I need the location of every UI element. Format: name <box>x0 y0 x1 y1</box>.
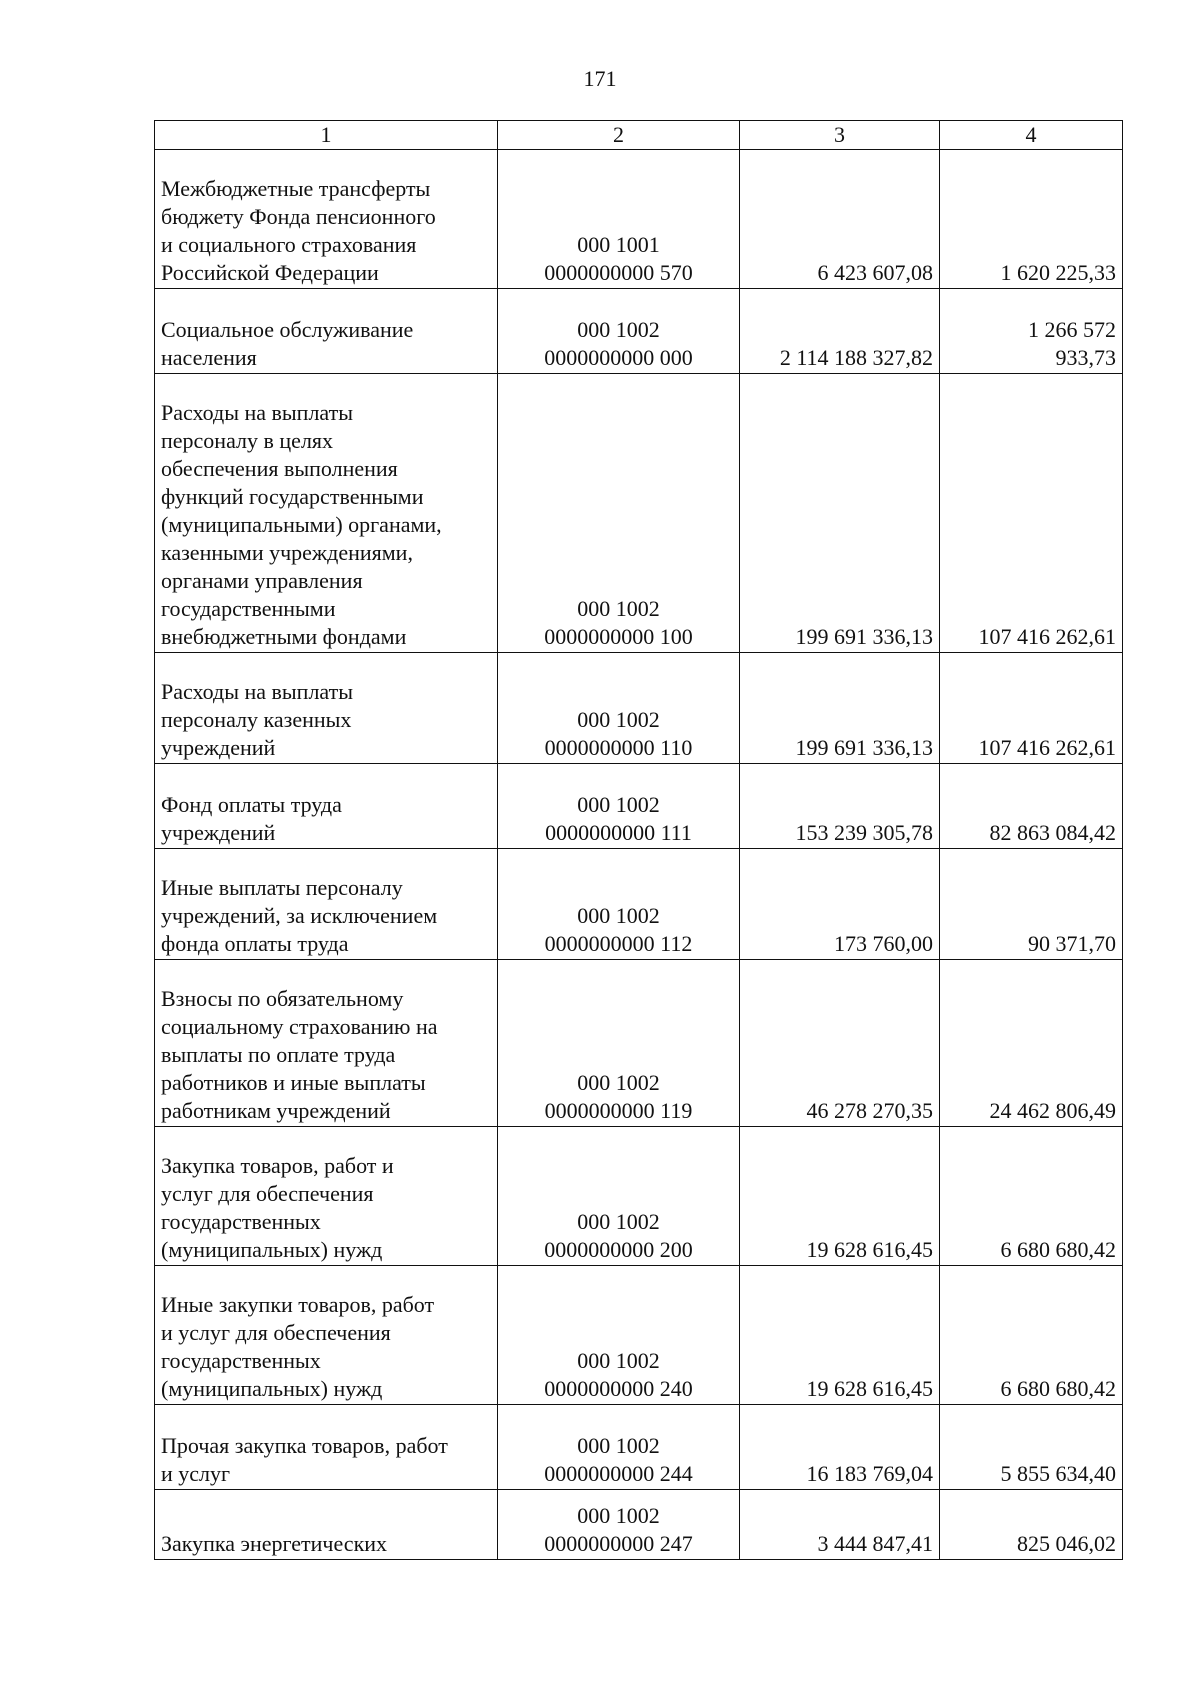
row-name-line: функций государственными <box>161 484 424 509</box>
row-name-line: Иные выплаты персоналу <box>161 875 403 900</box>
row-name-cell <box>155 764 498 849</box>
page-number: 171 <box>583 66 617 91</box>
row-name-line: учреждений, за исключением <box>161 903 438 928</box>
table-row <box>155 764 1123 849</box>
row-value-col3-cell <box>740 849 940 960</box>
row-value-col4-cell <box>940 1266 1123 1405</box>
row-name-line: казенными учреждениями, <box>161 540 413 565</box>
table-row <box>155 960 1123 1127</box>
row-name-cell <box>155 1405 498 1490</box>
row-name-line: и услуг для обеспечения <box>161 1320 391 1345</box>
row-value-col3-line: 6 423 607,08 <box>817 260 933 285</box>
row-name-line: фонда оплаты труда <box>161 931 349 956</box>
row-code-cell <box>498 150 740 289</box>
row-name-line: Расходы на выплаты <box>161 400 354 425</box>
row-name-cell <box>155 150 498 289</box>
row-value-col3-cell <box>740 1266 940 1405</box>
row-name-line: персоналу казенных <box>161 707 352 732</box>
row-name-line: государственными <box>161 596 336 621</box>
row-name-line: государственных <box>161 1209 321 1234</box>
row-value-col3-line: 153 239 305,78 <box>795 820 933 845</box>
row-value-col3-line: 46 278 270,35 <box>806 1098 933 1123</box>
row-code-line: 0000000000 247 <box>544 1531 693 1556</box>
column-header-2: 2 <box>498 121 740 150</box>
row-value-col4-line: 107 416 262,61 <box>978 735 1116 760</box>
table-row <box>155 374 1123 653</box>
row-code-line: 0000000000 100 <box>544 624 693 649</box>
row-name-line: (муниципальных) нужд <box>161 1376 383 1401</box>
table-row <box>155 653 1123 764</box>
table-row <box>155 849 1123 960</box>
row-value-col4-cell <box>940 150 1123 289</box>
row-value-col3-cell <box>740 1490 940 1560</box>
row-value-col3-cell <box>740 653 940 764</box>
row-value-col3-line: 173 760,00 <box>834 931 933 956</box>
row-name-line: Прочая закупка товаров, работ <box>161 1433 448 1458</box>
row-value-col3-line: 199 691 336,13 <box>795 624 933 649</box>
table-row <box>155 1490 1123 1560</box>
table-body <box>155 150 1123 1560</box>
row-name-line: обеспечения выполнения <box>161 456 398 481</box>
row-name-line: Российской Федерации <box>161 260 379 285</box>
row-code-line: 0000000000 570 <box>544 260 693 285</box>
row-name-line: услуг для обеспечения <box>161 1181 374 1206</box>
column-header-3: 3 <box>740 121 940 150</box>
row-code-line: 000 1002 <box>577 1348 660 1373</box>
row-name-line: выплаты по оплате труда <box>161 1042 396 1067</box>
row-name-line: внебюджетными фондами <box>161 624 407 649</box>
row-value-col4-line: 1 620 225,33 <box>1000 260 1116 285</box>
row-name-line: (муниципальными) органами, <box>161 512 442 537</box>
row-code-line: 000 1002 <box>577 903 660 928</box>
row-code-line: 0000000000 240 <box>544 1376 693 1401</box>
row-value-col4-cell <box>940 849 1123 960</box>
row-name-line: Расходы на выплаты <box>161 679 354 704</box>
row-code-line: 000 1001 <box>577 232 660 257</box>
row-name-line: учреждений <box>161 820 276 845</box>
row-value-col4-line: 90 371,70 <box>1028 931 1116 956</box>
table-row <box>155 1266 1123 1405</box>
row-value-col4-line: 933,73 <box>1055 345 1116 370</box>
row-value-col4-line: 107 416 262,61 <box>978 624 1116 649</box>
row-value-col4-cell <box>940 1490 1123 1560</box>
row-value-col4-cell <box>940 1127 1123 1266</box>
row-code-line: 000 1002 <box>577 1503 660 1528</box>
row-value-col3-line: 16 183 769,04 <box>806 1461 933 1486</box>
budget-table <box>154 120 1123 1560</box>
row-name-line: Иные закупки товаров, работ <box>161 1292 435 1317</box>
row-value-col4-cell <box>940 764 1123 849</box>
row-code-line: 000 1002 <box>577 792 660 817</box>
row-code-line: 0000000000 244 <box>544 1461 693 1486</box>
header-row <box>155 121 1123 150</box>
row-name-cell <box>155 1266 498 1405</box>
row-name-cell <box>155 1127 498 1266</box>
row-name-line: Закупка товаров, работ и <box>161 1153 394 1178</box>
row-code-line: 000 1002 <box>577 317 660 342</box>
row-name-line: персоналу в целях <box>161 428 334 453</box>
column-header-1: 1 <box>155 121 498 150</box>
row-name-line: бюджету Фонда пенсионного <box>161 204 436 229</box>
row-value-col4-line: 6 680 680,42 <box>1000 1237 1116 1262</box>
row-name-line: (муниципальных) нужд <box>161 1237 383 1262</box>
table-row <box>155 1405 1123 1490</box>
row-name-line: Социальное обслуживание <box>161 317 414 342</box>
row-name-line: учреждений <box>161 735 276 760</box>
row-name-line: населения <box>161 345 257 370</box>
row-value-col4-line: 24 462 806,49 <box>989 1098 1116 1123</box>
row-value-col3-line: 2 114 188 327,82 <box>779 345 933 370</box>
row-value-col4-cell <box>940 653 1123 764</box>
row-name-cell <box>155 653 498 764</box>
row-value-col3-line: 19 628 616,45 <box>806 1376 933 1401</box>
row-name-line: и услуг <box>161 1461 231 1486</box>
row-code-cell <box>498 960 740 1127</box>
row-value-col3-line: 19 628 616,45 <box>806 1237 933 1262</box>
row-code-line: 0000000000 111 <box>545 820 692 845</box>
row-name-cell <box>155 960 498 1127</box>
row-code-line: 000 1002 <box>577 707 660 732</box>
row-code-line: 000 1002 <box>577 596 660 621</box>
row-value-col3-line: 3 444 847,41 <box>817 1531 933 1556</box>
row-name-line: и социального страхования <box>161 232 417 257</box>
row-code-cell <box>498 1490 740 1560</box>
row-value-col3-cell <box>740 289 940 374</box>
row-code-line: 0000000000 112 <box>544 931 693 956</box>
row-value-col3-cell <box>740 764 940 849</box>
row-value-col4-cell <box>940 1405 1123 1490</box>
row-value-col3-cell <box>740 374 940 653</box>
row-code-cell <box>498 1266 740 1405</box>
row-code-cell <box>498 289 740 374</box>
table-row <box>155 289 1123 374</box>
row-value-col4-cell <box>940 289 1123 374</box>
row-name-cell <box>155 289 498 374</box>
row-code-cell <box>498 1405 740 1490</box>
column-header-4: 4 <box>940 121 1123 150</box>
row-name-line: органами управления <box>161 568 363 593</box>
row-value-col4-line: 6 680 680,42 <box>1000 1376 1116 1401</box>
row-value-col4-line: 5 855 634,40 <box>1000 1461 1116 1486</box>
row-name-cell <box>155 849 498 960</box>
row-code-cell <box>498 764 740 849</box>
row-name-line: работникам учреждений <box>161 1098 391 1123</box>
row-code-cell <box>498 849 740 960</box>
row-value-col4-line: 82 863 084,42 <box>989 820 1116 845</box>
row-code-line: 000 1002 <box>577 1070 660 1095</box>
row-value-col4-line: 1 266 572 <box>1028 317 1116 342</box>
row-code-line: 0000000000 000 <box>544 345 693 370</box>
row-value-col3-line: 199 691 336,13 <box>795 735 933 760</box>
row-value-col4-line: 825 046,02 <box>1017 1531 1116 1556</box>
row-name-line: Закупка энергетических <box>161 1531 388 1556</box>
row-name-line: социальному страхованию на <box>161 1014 438 1039</box>
row-code-line: 000 1002 <box>577 1209 660 1234</box>
row-value-col3-cell <box>740 150 940 289</box>
row-code-cell <box>498 1127 740 1266</box>
row-name-line: государственных <box>161 1348 321 1373</box>
row-name-line: Взносы по обязательному <box>161 986 404 1011</box>
row-code-cell <box>498 653 740 764</box>
table-row <box>155 150 1123 289</box>
row-name-cell <box>155 1490 498 1560</box>
row-value-col4-cell <box>940 374 1123 653</box>
table-row <box>155 1127 1123 1266</box>
row-name-line: Фонд оплаты труда <box>161 792 342 817</box>
row-code-cell <box>498 374 740 653</box>
row-code-line: 0000000000 119 <box>544 1098 693 1123</box>
row-code-line: 0000000000 200 <box>544 1237 693 1262</box>
row-value-col3-cell <box>740 1127 940 1266</box>
row-value-col3-cell <box>740 1405 940 1490</box>
row-name-cell <box>155 374 498 653</box>
row-value-col4-cell <box>940 960 1123 1127</box>
row-code-line: 000 1002 <box>577 1433 660 1458</box>
row-value-col3-cell <box>740 960 940 1127</box>
row-code-line: 0000000000 110 <box>544 735 693 760</box>
row-name-line: Межбюджетные трансферты <box>161 176 431 201</box>
row-name-line: работников и иные выплаты <box>161 1070 426 1095</box>
